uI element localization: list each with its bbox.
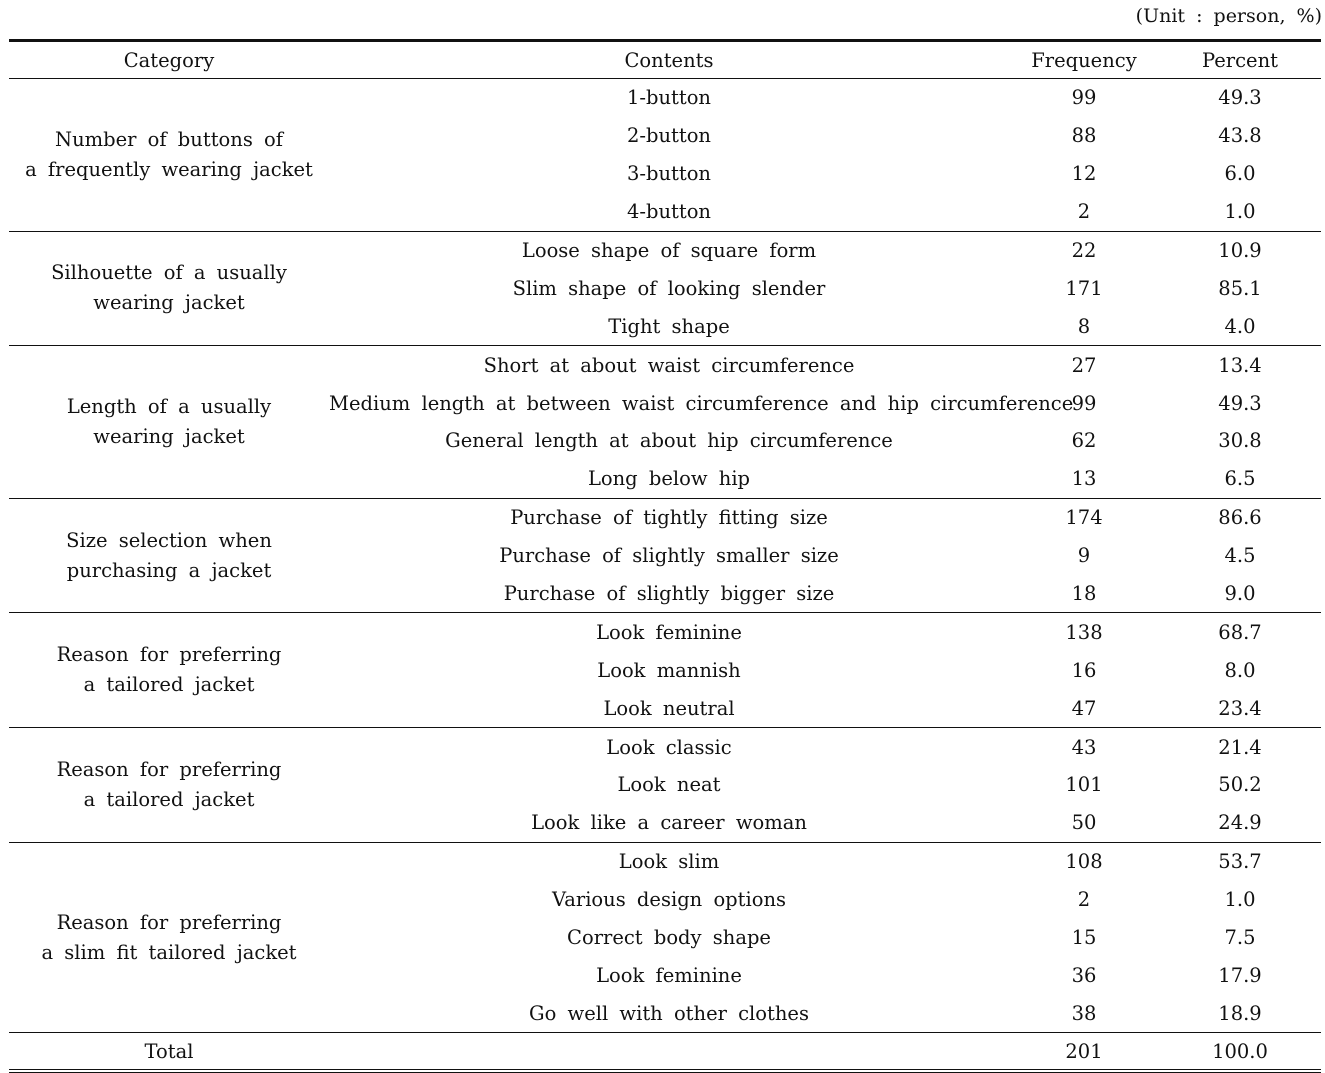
- contents-cell: Medium length at between waist circumference and hip circumference: [329, 391, 1074, 415]
- header-percent: Percent: [1159, 41, 1321, 79]
- category-line: a tailored jacket: [83, 787, 255, 811]
- category-line: Reason for preferring: [56, 757, 282, 781]
- percent-cell: 6.0: [1224, 162, 1256, 186]
- category-line: purchasing a jacket: [66, 558, 272, 582]
- header-contents: Contents: [329, 41, 1009, 79]
- contents-cell: Loose shape of square form: [329, 231, 1009, 269]
- frequency-cell: 12: [1071, 162, 1097, 186]
- frequency-cell: 99: [1071, 391, 1097, 415]
- percent-cell: 6.5: [1224, 467, 1256, 491]
- frequency-cell: 15: [1071, 926, 1097, 950]
- table-row: [9, 728, 1321, 766]
- percent-cell: 49.3: [1218, 391, 1262, 415]
- unit-note: (Unit : person, %): [1135, 5, 1322, 27]
- contents-cell: Tight shape: [608, 314, 730, 338]
- frequency-cell: 50: [1071, 811, 1097, 835]
- contents-cell: 4-button: [626, 200, 711, 224]
- contents-cell: Slim shape of looking slender: [512, 276, 826, 300]
- category-line: Silhouette of a usually: [51, 261, 287, 285]
- total-label: Total: [9, 1033, 329, 1072]
- percent-cell: 86.6: [1159, 498, 1321, 536]
- total-percent: 100.0: [1159, 1033, 1321, 1072]
- contents-cell: Look feminine: [596, 963, 742, 987]
- category-cell: [9, 231, 329, 346]
- frequency-cell: 171: [1065, 276, 1103, 300]
- percent-cell: 18.9: [1218, 1001, 1262, 1025]
- header-frequency: Frequency: [1009, 41, 1159, 79]
- frequency-cell: 43: [1009, 728, 1159, 766]
- category-line: Reason for preferring: [56, 643, 282, 667]
- frequency-cell: 18: [1071, 582, 1097, 606]
- category-cell: [9, 498, 329, 613]
- percent-cell: 30.8: [1218, 429, 1262, 453]
- header-category: Category: [9, 41, 329, 79]
- percent-cell: 23.4: [1218, 696, 1262, 720]
- percent-cell: 85.1: [1218, 276, 1262, 300]
- percent-cell: 13.4: [1159, 346, 1321, 384]
- contents-cell: Look slim: [329, 842, 1009, 880]
- contents-cell: 3-button: [626, 162, 711, 186]
- table-row: [9, 231, 1321, 269]
- category-line: a frequently wearing jacket: [25, 157, 313, 181]
- category-cell: [9, 613, 329, 728]
- percent-cell: 7.5: [1224, 926, 1256, 950]
- total-frequency: 201: [1009, 1033, 1159, 1072]
- contents-cell: Go well with other clothes: [529, 1001, 809, 1025]
- frequency-cell: 22: [1009, 231, 1159, 269]
- frequency-cell: 108: [1009, 842, 1159, 880]
- contents-cell: Short at about waist circumference: [329, 346, 1009, 384]
- table-row: [9, 842, 1321, 880]
- frequency-cell: 36: [1071, 963, 1097, 987]
- table-body: [9, 79, 1321, 1072]
- table-row: [9, 79, 1321, 117]
- contents-cell: General length at about hip circumference: [445, 429, 893, 453]
- category-cell: [9, 79, 329, 232]
- frequency-cell: 174: [1009, 498, 1159, 536]
- table-row: [9, 346, 1321, 384]
- category-line: wearing jacket: [93, 291, 245, 315]
- frequency-cell: 99: [1009, 79, 1159, 117]
- category-line: Size selection when: [66, 528, 272, 552]
- percent-cell: 4.5: [1224, 544, 1256, 568]
- category-line: wearing jacket: [93, 425, 245, 449]
- contents-cell: Purchase of tightly fitting size: [329, 498, 1009, 536]
- contents-cell: 2-button: [626, 124, 711, 148]
- frequency-cell: 16: [1071, 658, 1097, 682]
- percent-cell: 1.0: [1224, 888, 1256, 912]
- contents-cell: Look neat: [617, 773, 721, 797]
- percent-cell: 49.3: [1159, 79, 1321, 117]
- percent-cell: 21.4: [1159, 728, 1321, 766]
- contents-cell: Look neutral: [603, 696, 735, 720]
- percent-cell: 1.0: [1224, 200, 1256, 224]
- frequency-cell: 38: [1071, 1001, 1097, 1025]
- category-cell: [9, 346, 329, 499]
- contents-cell: Purchase of slightly smaller size: [499, 544, 839, 568]
- contents-cell: 1-button: [329, 79, 1009, 117]
- frequency-cell: 47: [1071, 696, 1097, 720]
- category-line: a slim fit tailored jacket: [41, 940, 297, 964]
- category-line: Number of buttons of: [55, 127, 283, 151]
- frequency-cell: 13: [1071, 467, 1097, 491]
- contents-cell: Look classic: [329, 728, 1009, 766]
- frequency-cell: 8: [1077, 314, 1091, 338]
- percent-cell: 10.9: [1159, 231, 1321, 269]
- percent-cell: 8.0: [1224, 658, 1256, 682]
- frequency-cell: 62: [1071, 429, 1097, 453]
- category-line: a tailored jacket: [83, 673, 255, 697]
- percent-cell: 50.2: [1218, 773, 1262, 797]
- percent-cell: 43.8: [1218, 124, 1262, 148]
- category-cell: [9, 728, 329, 843]
- frequency-cell: 2: [1077, 200, 1091, 224]
- frequency-cell: 88: [1071, 124, 1097, 148]
- frequency-cell: 138: [1009, 613, 1159, 651]
- frequency-cell: 9: [1077, 544, 1091, 568]
- total-row: [9, 1033, 1321, 1072]
- category-line: Length of a usually: [66, 395, 272, 419]
- percent-cell: 53.7: [1159, 842, 1321, 880]
- survey-table: [9, 39, 1321, 1073]
- percent-cell: 9.0: [1224, 582, 1256, 606]
- frequency-cell: 2: [1077, 888, 1091, 912]
- contents-cell: Look feminine: [329, 613, 1009, 651]
- percent-cell: 17.9: [1218, 963, 1262, 987]
- category-line: Reason for preferring: [56, 910, 282, 934]
- percent-cell: 4.0: [1224, 314, 1256, 338]
- contents-cell: Long below hip: [587, 467, 751, 491]
- percent-cell: 68.7: [1159, 613, 1321, 651]
- header-row: [9, 41, 1321, 79]
- frequency-cell: 27: [1009, 346, 1159, 384]
- contents-cell: Look like a career woman: [531, 811, 807, 835]
- percent-cell: 24.9: [1218, 811, 1262, 835]
- table-row: [9, 613, 1321, 651]
- contents-cell: Purchase of slightly bigger size: [503, 582, 835, 606]
- contents-cell: Look mannish: [597, 658, 741, 682]
- contents-cell: Correct body shape: [567, 926, 771, 950]
- contents-cell: Various design options: [551, 888, 787, 912]
- table-row: [9, 498, 1321, 536]
- category-cell: [9, 842, 329, 1032]
- total-contents: [329, 1033, 1009, 1072]
- frequency-cell: 101: [1065, 773, 1103, 797]
